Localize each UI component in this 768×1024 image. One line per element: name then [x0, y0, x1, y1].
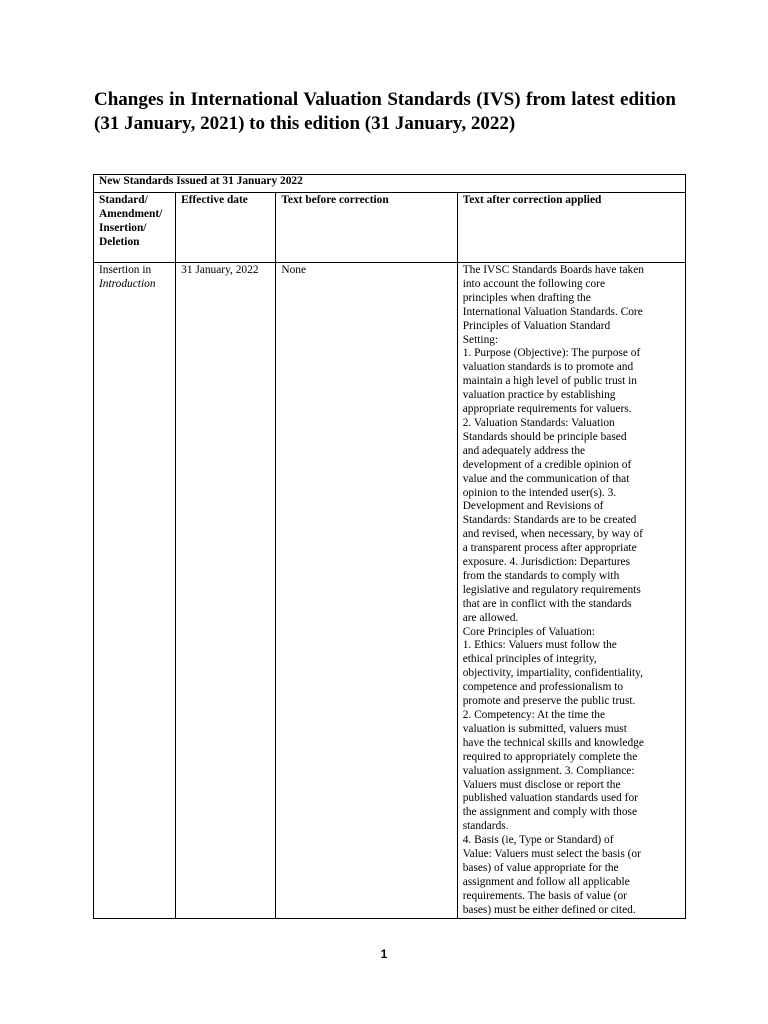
text-after-line: Development and Revisions of: [462, 500, 604, 513]
text-after-line: Principles of Valuation Standard: [462, 319, 611, 332]
text-after-line: 2. Competency: At the time the: [462, 709, 606, 721]
text-after-line: value and the communication of that: [462, 472, 630, 485]
text-after-line: appropriate requirements for valuers.: [462, 403, 632, 416]
text-after-line: 1. Ethics: Valuers must follow the: [462, 639, 617, 652]
text-after-line: have the technical skills and knowledge: [462, 736, 644, 749]
text-after-line: development of a credible opinion of: [462, 458, 632, 471]
cell-standard: [94, 263, 176, 919]
text-after-line: The IVSC Standards Boards have taken: [462, 264, 644, 276]
text-after-line: principles when drafting the: [462, 291, 591, 304]
changes-table: [93, 174, 686, 919]
section-heading: New Standards Issued at 31 January 2022: [94, 175, 686, 193]
text-after-line: and revised, when necessary, by way of: [462, 528, 643, 541]
text-after-line: valuation is submitted, valuers must: [462, 722, 627, 735]
text-after-line: ethical principles of integrity,: [462, 653, 597, 666]
text-after-line: 2. Valuation Standards: Valuation: [462, 416, 615, 429]
header-standard-line: Insertion/: [99, 221, 147, 234]
text-after-line: a transparent process after appropriate: [462, 542, 637, 555]
page-number: 1: [380, 947, 388, 961]
text-after-line: objectivity, impartiality, confidentiality,: [462, 667, 643, 680]
cell-text-after: [457, 263, 685, 919]
text-after-line: promote and preserve the public trust.: [462, 695, 636, 708]
text-after-line: and adequately address the: [462, 444, 586, 457]
header-standard-line: Deletion: [99, 235, 140, 248]
cell-text-before: None: [276, 263, 457, 919]
text-after-line: valuation assignment. 3. Compliance:: [462, 764, 635, 777]
table-row: [94, 263, 686, 919]
text-after-line: requirements. The basis of value (or: [462, 889, 627, 902]
text-after-line: Standards: Standards are to be created: [462, 514, 637, 527]
text-after-line: the assignment and comply with those: [462, 806, 638, 819]
header-standard-line: Standard/: [99, 194, 148, 206]
section-heading-row: [94, 175, 686, 193]
text-after-line: maintain a high level of public trust in: [462, 375, 637, 388]
text-after-line: Valuers must disclose or report the: [462, 778, 621, 791]
text-after-line: International Valuation Standards. Core: [462, 305, 643, 318]
text-after-line: valuation standards is to promote and: [462, 361, 634, 374]
standard-section: Introduction: [99, 277, 156, 290]
header-text-before: Text before correction: [276, 193, 457, 263]
text-after-line: valuation practice by establishing: [462, 389, 616, 402]
text-after-line: Core Principles of Valuation:: [462, 625, 596, 638]
cell-effective-date: 31 January, 2022: [176, 263, 276, 919]
text-after-line: bases) of value appropriate for the: [462, 861, 619, 874]
text-after-line: exposure. 4. Jurisdiction: Departures: [462, 556, 631, 569]
standard-prefix: Insertion in: [99, 264, 152, 276]
text-after-line: standards.: [462, 820, 509, 833]
text-after-line: Standards should be principle based: [462, 430, 627, 443]
text-after-line: Setting:: [462, 333, 499, 346]
text-after-line: bases) must be either defined or cited.: [462, 903, 636, 916]
text-after-line: that are in conflict with the standards: [462, 597, 632, 610]
header-effective-date: Effective date: [176, 193, 276, 263]
text-after-line: 1. Purpose (Objective): The purpose of: [462, 347, 641, 360]
text-after-line: 4. Basis (ie, Type or Standard) of: [462, 834, 614, 847]
text-after-line: from the standards to comply with: [462, 569, 620, 582]
text-after-line: into account the following core: [462, 277, 606, 290]
text-after-line: are allowed.: [462, 611, 519, 624]
text-after-line: legislative and regulatory requirements: [462, 583, 641, 596]
text-after-line: required to appropriately complete the: [462, 750, 638, 763]
text-after-line: published valuation standards used for: [462, 792, 638, 805]
text-after-line: competence and professionalism to: [462, 681, 624, 694]
table-header-row: [94, 193, 686, 263]
text-after-line: assignment and follow all applicable: [462, 875, 630, 888]
text-after-line: Value: Valuers must select the basis (or: [462, 848, 641, 861]
page-title: Changes in International Valuation Standards (IVS) from latest edition (31 January, 2021) to this edition (31 January, 2022): [94, 89, 676, 134]
header-standard: [94, 193, 176, 263]
header-text-after: Text after correction applied: [457, 193, 685, 263]
header-standard-line: Amendment/: [99, 207, 163, 220]
text-after-line: opinion to the intended user(s). 3.: [462, 486, 617, 499]
